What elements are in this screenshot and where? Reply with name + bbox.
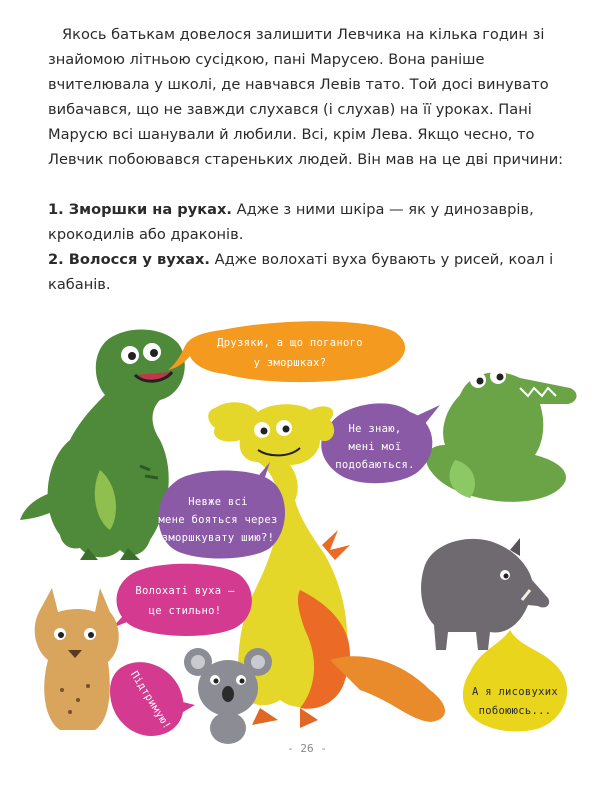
bubble-dragon-line-2: мене бояться через xyxy=(158,514,278,526)
page-number: - 26 - xyxy=(287,742,327,755)
speech-bubble-croc xyxy=(321,403,440,483)
bubble-dino-line-2: у зморшках? xyxy=(253,357,327,369)
bubble-dragon-line-3: зморшкувату шию?! xyxy=(161,532,275,544)
boar-illustration xyxy=(421,538,549,650)
speech-bubble-dragon xyxy=(158,462,285,559)
bubble-lynx-line-2: це стильно! xyxy=(148,605,222,617)
speech-bubble-koala xyxy=(110,662,195,736)
reason-1-title: 1. Зморшки на руках. xyxy=(48,201,232,218)
bubble-boar-line-1: А я лисовухих xyxy=(471,686,559,698)
bubble-dino-line-1: Друзяки, а що поганого xyxy=(217,337,363,349)
paragraph-1: Якось батькам довелося залишити Левчика на кілька годин зі знайомою літньою сусідкою, пані Марусею. Вона раніше вчителювала у школі, де навчався Левів тато. Той досі винувато вибачався, що не завжди слухався (і слухав) на її уроках. Пані Марусю всі шанували й любили. Всі, крім Лева. Якщо чесно, то Левчик побоювався стареньких людей. Він мав на це дві причини: xyxy=(48,26,564,168)
speech-bubble-lynx xyxy=(112,564,252,636)
bubble-lynx-line-1: Волохаті вуха — xyxy=(135,585,235,597)
speech-bubble-dino xyxy=(168,321,405,382)
reason-2-title: 2. Волосся у вухах. xyxy=(48,251,210,268)
bubble-croc-line-2: мені мої xyxy=(348,441,402,453)
bubble-croc-line-3: подобаються. xyxy=(335,459,415,471)
reason-2-text: Адже волохаті вуха бувають у рисей, коал і кабанів. xyxy=(48,251,554,293)
lynx-illustration xyxy=(35,588,119,730)
crocodile-illustration xyxy=(426,368,577,502)
bubble-dragon-line-1: Невже всі xyxy=(188,496,248,508)
bubble-croc-line-1: Не знаю, xyxy=(348,423,402,435)
reason-1-text: Адже з ними шкіра — як у динозаврів, крокодилів або драконів. xyxy=(48,201,534,243)
bubble-koala-line-1: Підтримую! xyxy=(127,669,174,732)
bubble-boar-line-2: побоююсь... xyxy=(478,705,552,717)
